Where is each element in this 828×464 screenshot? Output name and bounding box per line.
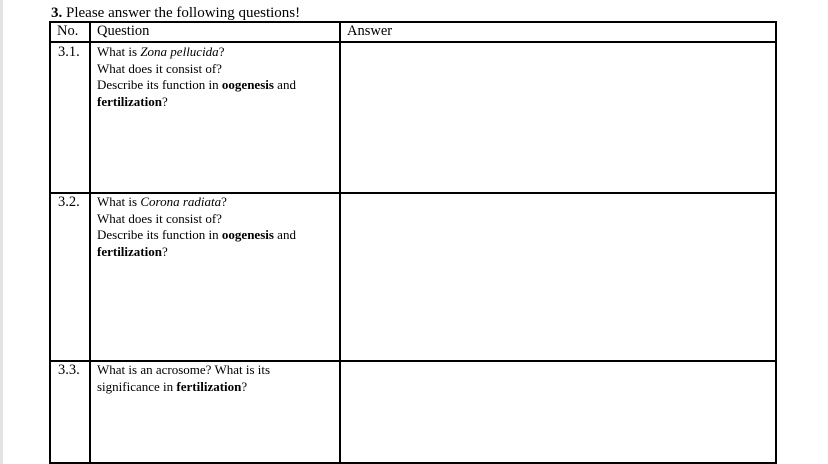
question-segment: What is an acrosome? What is its xyxy=(97,362,271,377)
question-segment: Corona radiata xyxy=(140,194,222,209)
question-line xyxy=(97,244,332,261)
question-segment: ? xyxy=(161,93,168,109)
question-segment: significance in xyxy=(97,378,177,394)
question-segment: ? xyxy=(241,378,248,394)
answer-cell[interactable] xyxy=(342,44,772,190)
header-no: No. xyxy=(57,23,79,39)
question-segment: What is xyxy=(97,194,141,209)
row-number: 3.1. xyxy=(58,44,80,60)
header-answer: Answer xyxy=(347,23,393,39)
question-segment: Zona pellucida xyxy=(140,44,219,59)
question-segment: What does it consist of? xyxy=(97,210,222,226)
question-line xyxy=(97,227,332,244)
table-border-left xyxy=(49,21,51,464)
header-divider xyxy=(49,41,777,43)
question-line xyxy=(97,94,332,111)
question-segment: oogenesis xyxy=(221,227,274,242)
question-segment: and xyxy=(273,77,296,92)
question-text xyxy=(97,194,332,260)
question-line xyxy=(97,77,332,94)
row-number: 3.2. xyxy=(58,194,80,210)
column-divider-number xyxy=(89,21,91,464)
heading-text: Please answer the following questions! xyxy=(66,5,301,21)
question-segment: oogenesis xyxy=(221,77,274,92)
header-question: Question xyxy=(97,23,150,39)
question-heading xyxy=(51,4,300,22)
question-segment: and xyxy=(273,227,296,242)
table-border-top xyxy=(49,21,777,23)
question-segment: fertilization xyxy=(97,243,162,259)
question-line xyxy=(97,194,332,211)
question-text xyxy=(97,362,332,395)
page-edge xyxy=(0,0,3,464)
question-segment: ? xyxy=(218,44,225,59)
heading-number: 3. xyxy=(51,5,63,21)
question-segment: Describe its function in xyxy=(97,227,222,242)
row-number: 3.3. xyxy=(58,362,80,378)
column-divider-question xyxy=(339,21,341,464)
question-segment: What is xyxy=(97,44,141,59)
table-border-right xyxy=(775,21,777,464)
question-segment: fertilization xyxy=(176,378,242,394)
question-line xyxy=(97,44,332,61)
answer-cell[interactable] xyxy=(342,195,772,358)
question-segment: fertilization xyxy=(97,93,162,109)
question-segment: What does it consist of? xyxy=(97,60,222,76)
question-line xyxy=(97,211,332,228)
question-segment: ? xyxy=(161,243,168,259)
answer-cell[interactable] xyxy=(342,363,772,460)
question-line xyxy=(97,362,332,379)
question-segment: Describe its function in xyxy=(97,77,222,92)
question-line xyxy=(97,61,332,78)
question-text xyxy=(97,44,332,110)
question-segment: ? xyxy=(221,194,227,209)
question-line xyxy=(97,379,332,396)
